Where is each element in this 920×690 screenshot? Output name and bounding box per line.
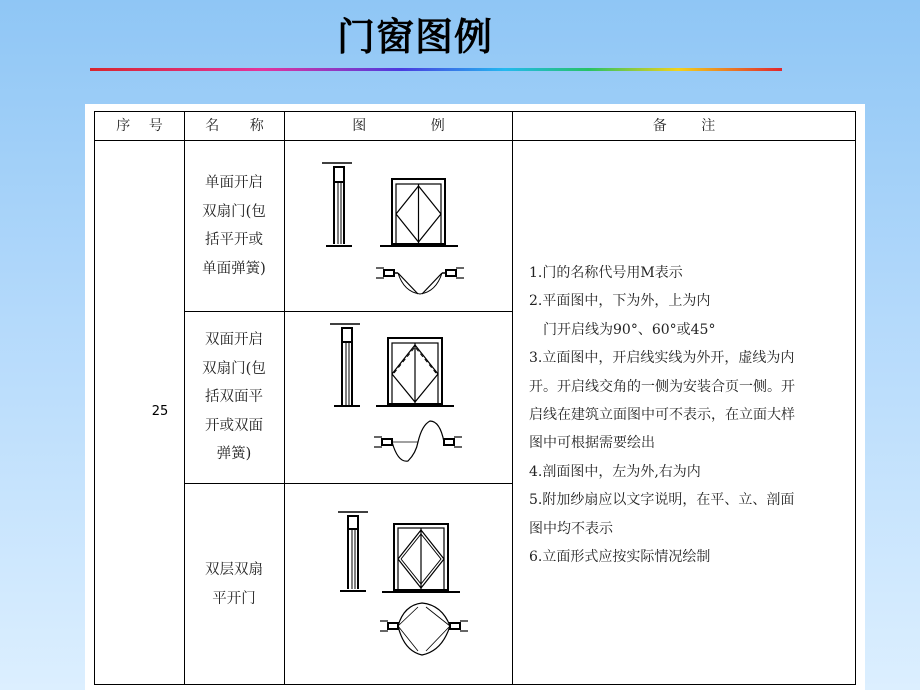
item-name-2-line: 双扇门(包 xyxy=(202,360,266,377)
item-name-1-line: 双扇门(包 xyxy=(202,203,266,220)
item-name-2-line: 双面开启 xyxy=(205,332,263,348)
remark-line: 2.平面图中，下为外，上为内 xyxy=(529,293,711,310)
remark-line: 启线在建筑立面图中可不表示，在立面大样 xyxy=(529,407,795,424)
col-divider-2 xyxy=(284,111,285,685)
item-name-1-line: 单面开启 xyxy=(205,175,263,191)
remarks-list xyxy=(529,259,859,571)
col-divider-3 xyxy=(512,111,513,685)
item-name-2-line: 弹簧) xyxy=(216,446,252,462)
remark-line: 图中可根据需要绘出 xyxy=(529,435,655,452)
remark-line: 6.立面形式应按实际情况绘制 xyxy=(529,549,711,566)
remark-line: 5.附加纱扇应以文字说明，在平、立、剖面 xyxy=(529,492,795,509)
remark-line: 1.门的名称代号用M表示 xyxy=(529,265,683,281)
item-name-3-line: 平开门 xyxy=(212,590,256,607)
remark-line: 门开启线为90°、60°或45° xyxy=(543,321,716,338)
table-header-divider xyxy=(94,140,856,141)
title-underline xyxy=(90,68,782,71)
row-divider-1 xyxy=(184,311,513,312)
remark-line: 4.剖面图中，左为外,右为内 xyxy=(529,463,701,480)
single-swing-double-door-icon xyxy=(286,142,512,311)
table-border-bottom xyxy=(94,684,856,685)
remark-line: 开。开启线交角的一侧为安装合页一侧。开 xyxy=(529,378,795,395)
header-index: 序 号 xyxy=(116,118,163,134)
item-name-1 xyxy=(184,169,284,283)
header-figure: 图 例 xyxy=(352,118,445,134)
item-name-3 xyxy=(184,556,284,613)
header-name: 名 称 xyxy=(205,118,264,134)
remark-line: 3.立面图中，开启线实线为外开，虚线为内 xyxy=(529,350,795,367)
double-layer-double-casement-door-icon xyxy=(286,485,512,684)
remark-line: 图中均不表示 xyxy=(529,520,613,537)
row-divider-2 xyxy=(184,483,513,484)
item-name-3-line: 双层双扇 xyxy=(205,562,263,578)
item-name-2 xyxy=(184,326,284,469)
header-remarks: 备 注 xyxy=(652,118,716,134)
table-border-top xyxy=(94,111,856,112)
page-title: 门窗图例 xyxy=(336,15,493,59)
item-name-2-line: 括双面平 xyxy=(205,389,263,405)
item-name-1-line: 括平开或 xyxy=(205,232,263,248)
table-border-left xyxy=(94,111,95,685)
item-name-2-line: 开或双面 xyxy=(205,417,263,434)
item-name-1-line: 单面弹簧) xyxy=(202,260,266,277)
row-number: 25 xyxy=(151,404,169,419)
double-swing-double-door-icon xyxy=(286,313,512,482)
